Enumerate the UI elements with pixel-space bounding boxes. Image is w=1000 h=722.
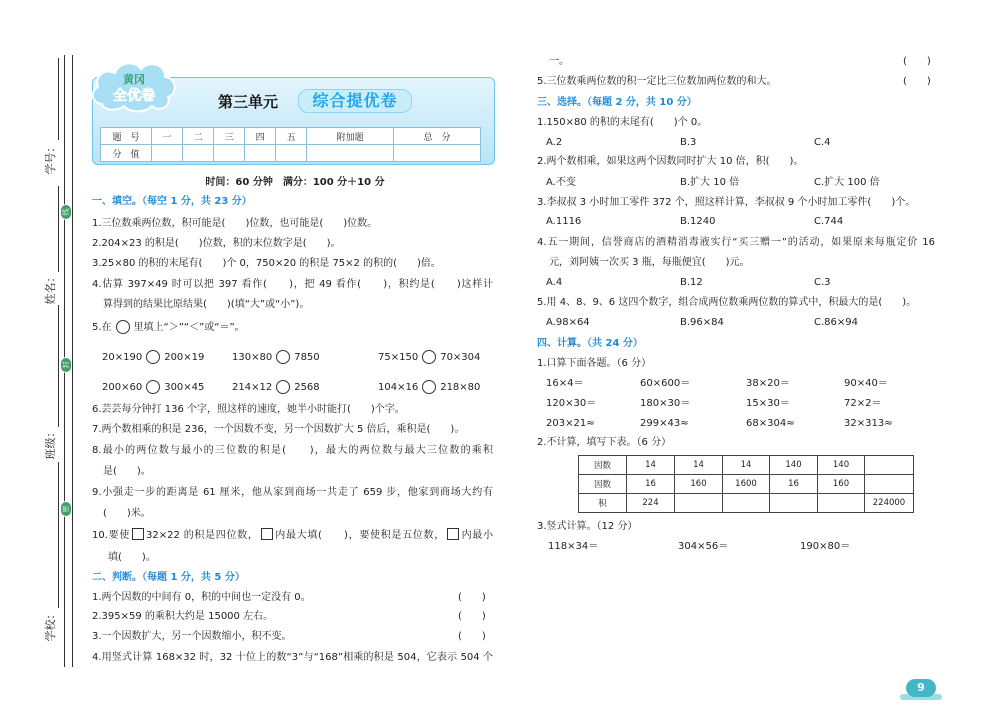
- fill-q4-line2: 算得到的结果比原结果( )(填“大”或“小”)。: [103, 299, 310, 310]
- compare-circle: [422, 350, 436, 364]
- fill-q8-line1: 8.最小的两位数与最小的三位数的积是( )，最大的两位数与最大三位数的乘积: [92, 445, 493, 456]
- judge-answer-blank: ( ): [903, 76, 931, 87]
- seal-line-inner: [72, 55, 73, 667]
- choice-option: C.3: [814, 277, 831, 288]
- mental-item: 68×304≈: [746, 418, 795, 429]
- choice-option: B.12: [680, 277, 703, 288]
- section-calc-heading: 四、计算。（共 24 分）: [537, 338, 643, 349]
- calc-q1: 1.口算下面各题。（6 分）: [537, 358, 652, 369]
- score-head-cell: 一: [152, 128, 183, 145]
- fill-q5-prefix: 5.在: [92, 322, 112, 333]
- table-cell: 14: [723, 456, 770, 475]
- school-blank: [58, 462, 59, 608]
- digit-box: [132, 528, 144, 540]
- name-label: 姓名：: [44, 271, 57, 305]
- compare-left: 20×190: [102, 352, 143, 363]
- fill-q10-text: 内最小: [460, 530, 493, 541]
- mental-item: 32×313≈: [844, 418, 893, 429]
- fill-q4-line1: 4.估算 397×49 时可以把 397 看作( )，把 49 看作( )，积约是( )这样计: [92, 279, 493, 290]
- table-cell: 14: [627, 456, 675, 475]
- table-cell: 因数: [579, 475, 627, 494]
- table-cell: [865, 456, 914, 475]
- choice-option: C.扩大 100 倍: [814, 177, 880, 188]
- fill-q8-line2: 是( )。: [103, 466, 151, 477]
- judge-answer-blank: ( ): [458, 611, 486, 622]
- student-id-blank: [58, 58, 59, 140]
- compare-right: 2568: [294, 382, 320, 393]
- compare-left: 214×12: [232, 382, 273, 393]
- fill-q6: 6.芸芸每分钟打 136 个字，照这样的速度，她半小时能打( )个字。: [92, 404, 405, 415]
- compare-item: [232, 380, 320, 395]
- fill-q10-line2: 填( )。: [108, 552, 156, 563]
- compare-right: 218×80: [440, 382, 481, 393]
- fill-q10-text: 32×22 的积是四位数，: [146, 530, 259, 541]
- exam-subtitle: 综合提优卷: [298, 89, 412, 113]
- unit-title: 第三单元: [218, 93, 279, 111]
- mental-item: 15×30＝: [746, 398, 790, 409]
- compare-item: [102, 380, 204, 395]
- digit-box: [447, 528, 459, 540]
- compare-right: 300×45: [164, 382, 205, 393]
- compare-left: 104×16: [378, 382, 419, 393]
- compare-circle: [116, 320, 130, 334]
- student-id-label: 学号：: [44, 141, 57, 175]
- table-cell: [723, 494, 770, 513]
- name-blank: [58, 186, 59, 272]
- vertical-calc-item: 190×80＝: [800, 541, 851, 552]
- logo-text-bottom: 全优卷: [113, 88, 155, 104]
- table-cell: [818, 494, 865, 513]
- choice-option: B.96×84: [680, 317, 724, 328]
- seal-mark: 密: [60, 501, 72, 517]
- compare-item: [232, 350, 320, 365]
- mental-item: 120×30＝: [546, 398, 597, 409]
- choice-option: A.4: [546, 277, 563, 288]
- compare-left: 200×60: [102, 382, 143, 393]
- choice-option: A.不变: [546, 177, 576, 188]
- section-fill-heading: 一、填空。（每空 1 分，共 23 分）: [92, 196, 252, 207]
- table-cell: [865, 475, 914, 494]
- fill-q7: 7.两个数相乘的积是 236，一个因数不变，另一个因数扩大 5 倍后，乘积是( )。: [92, 424, 465, 435]
- table-row: [579, 494, 914, 513]
- fill-q3: 3.25×80 的积的末尾有( )个 0，750×20 的积是 75×2 的积的( )倍。: [92, 258, 441, 269]
- score-table-head-row: [101, 128, 481, 145]
- mental-item: 90×40＝: [844, 378, 888, 389]
- compare-circle: [422, 380, 436, 394]
- fill-q1: 1.三位数乘两位数，积可能是( )位数，也可能是( )位数。: [92, 218, 378, 229]
- class-label: 班级：: [44, 426, 57, 460]
- judge-answer-blank: ( ): [903, 56, 931, 67]
- score-head-cell: 三: [214, 128, 245, 145]
- score-table: [100, 127, 481, 162]
- fill-q9-line2: ( )米。: [103, 508, 151, 519]
- choice-option: A.98×64: [546, 317, 590, 328]
- compare-circle: [276, 380, 290, 394]
- judge-q4-line1: 4.用竖式计算 168×32 时，32 十位上的数“3”与“168”相乘的积是 504，它表示 504 个: [92, 652, 493, 663]
- score-head-cell: 附加题: [307, 128, 394, 145]
- compare-circle: [276, 350, 290, 364]
- compare-left: 130×80: [232, 352, 273, 363]
- table-cell: 16: [770, 475, 818, 494]
- vertical-calc-item: 118×34＝: [548, 541, 599, 552]
- compare-right: 7850: [294, 352, 320, 363]
- fill-q2: 2.204×23 的积是( )位数，积的末位数字是( )。: [92, 238, 341, 249]
- judge-q4-line2: 一。: [549, 56, 569, 67]
- choice-option: A.1116: [546, 216, 582, 227]
- mental-item: 299×43≈: [640, 418, 689, 429]
- table-row: [579, 475, 914, 494]
- choice-option: B.扩大 10 倍: [680, 177, 740, 188]
- digit-box: [261, 528, 273, 540]
- fill-q10-line1: [92, 528, 493, 543]
- judge-answer-blank: ( ): [458, 592, 486, 603]
- table-cell: [770, 494, 818, 513]
- choice-q4-line1: 4.五一期间，信誉商店的酒精消毒液实行“买三赠一”的活动，如果原来每瓶定价 16: [537, 237, 935, 248]
- table-cell: 224000: [865, 494, 914, 513]
- section-judge-heading: 二、判断。（每题 1 分，共 5 分）: [92, 572, 245, 583]
- table-cell: [675, 494, 723, 513]
- score-head-cell: 四: [245, 128, 276, 145]
- choice-option: C.4: [814, 137, 831, 148]
- calc-q2: 2.不计算，填写下表。（6 分）: [537, 437, 672, 448]
- compare-circle: [146, 350, 160, 364]
- table-cell: 224: [627, 494, 675, 513]
- table-cell: 160: [675, 475, 723, 494]
- exam-time-info: 时间：60 分钟 满分：100 分＋10 分: [205, 177, 385, 188]
- table-cell: 14: [675, 456, 723, 475]
- vertical-calc-item: 304×56＝: [678, 541, 729, 552]
- choice-q1: 1.150×80 的积的末尾有( )个 0。: [537, 117, 708, 128]
- fill-q5: [92, 320, 245, 335]
- compare-item: [102, 350, 204, 365]
- fill-q5-suffix: 里填上“＞”“＜”或“＝”。: [133, 322, 245, 333]
- table-cell: 140: [818, 456, 865, 475]
- compare-right: 70×304: [440, 352, 481, 363]
- table-row: [579, 456, 914, 475]
- mental-item: 60×600＝: [640, 378, 691, 389]
- choice-q4-line2: 元，刘阿姨一次买 3 瓶，每瓶便宜( )元。: [549, 257, 750, 268]
- mental-item: 38×20＝: [746, 378, 790, 389]
- calc-q3: 3.竖式计算。（12 分）: [537, 521, 638, 532]
- judge-answer-blank: ( ): [458, 631, 486, 642]
- compare-left: 75×150: [378, 352, 419, 363]
- choice-option: B.3: [680, 137, 697, 148]
- mental-item: 72×2＝: [844, 398, 882, 409]
- section-choice-heading: 三、选择。（每题 2 分，共 10 分）: [537, 97, 697, 108]
- choice-q5: 5.用 4、8、9、6 这四个数字，组合成两位数乘两位数的算式中，积最大的是( )。: [537, 297, 917, 308]
- score-cell: [394, 145, 481, 162]
- logo-text-top: 黄冈: [123, 73, 145, 86]
- choice-option: C.744: [814, 216, 844, 227]
- mental-item: 16×4＝: [546, 378, 584, 389]
- score-cell: [245, 145, 276, 162]
- table-cell: 积: [579, 494, 627, 513]
- mental-item: 180×30＝: [640, 398, 691, 409]
- judge-q2: 2.395×59 的乘积大约是 15000 左右。: [92, 611, 274, 622]
- table-cell: 140: [770, 456, 818, 475]
- choice-option: C.86×94: [814, 317, 858, 328]
- table-cell: 160: [818, 475, 865, 494]
- brand-logo: [88, 56, 180, 118]
- class-blank: [58, 305, 59, 427]
- seal-mark: 线: [60, 204, 72, 220]
- score-cell: [307, 145, 394, 162]
- fill-q10-text: 内最大填( )，要使积是五位数，: [274, 530, 445, 541]
- judge-q5: 5.三位数乘两位数的积一定比三位数加两位数的和大。: [537, 76, 777, 87]
- compare-circle: [146, 380, 160, 394]
- school-label: 学校：: [44, 608, 57, 642]
- mental-item: 203×21≈: [546, 418, 595, 429]
- compare-item: [378, 380, 480, 395]
- score-cell: [183, 145, 214, 162]
- score-head-cell: 五: [276, 128, 307, 145]
- choice-option: A.2: [546, 137, 563, 148]
- score-cell: [214, 145, 245, 162]
- compare-right: 200×19: [164, 352, 205, 363]
- choice-q2: 2.两个数相乘，如果这两个因数同时扩大 10 倍，积( )。: [537, 156, 804, 167]
- score-head-cell: 总 分: [394, 128, 481, 145]
- judge-q3: 3.一个因数扩大，另一个因数缩小，积不变。: [92, 631, 292, 642]
- choice-q3: 3.李叔叔 3 小时加工零件 372 个，照这样计算，李叔叔 9 个小时加工零件( )个。: [537, 197, 916, 208]
- judge-q1: 1.两个因数的中间有 0，积的中间也一定没有 0。: [92, 592, 311, 603]
- seal-mark: 封: [60, 357, 72, 373]
- compare-item: [378, 350, 480, 365]
- product-table: [578, 455, 914, 513]
- page-number: 9: [906, 679, 936, 697]
- fill-q9-line1: 9.小强走一步的距离是 61 厘米，他从家到商场一共走了 659 步，他家到商场大约有: [92, 487, 493, 498]
- score-row-label: 分 值: [101, 145, 152, 162]
- table-cell: 因数: [579, 456, 627, 475]
- score-table-value-row: [101, 145, 481, 162]
- score-head-cell: 题 号: [101, 128, 152, 145]
- table-cell: 16: [627, 475, 675, 494]
- score-cell: [152, 145, 183, 162]
- table-cell: 1600: [723, 475, 770, 494]
- fill-q10-text: 10.要使: [92, 530, 130, 541]
- choice-option: B.1240: [680, 216, 716, 227]
- score-cell: [276, 145, 307, 162]
- score-head-cell: 二: [183, 128, 214, 145]
